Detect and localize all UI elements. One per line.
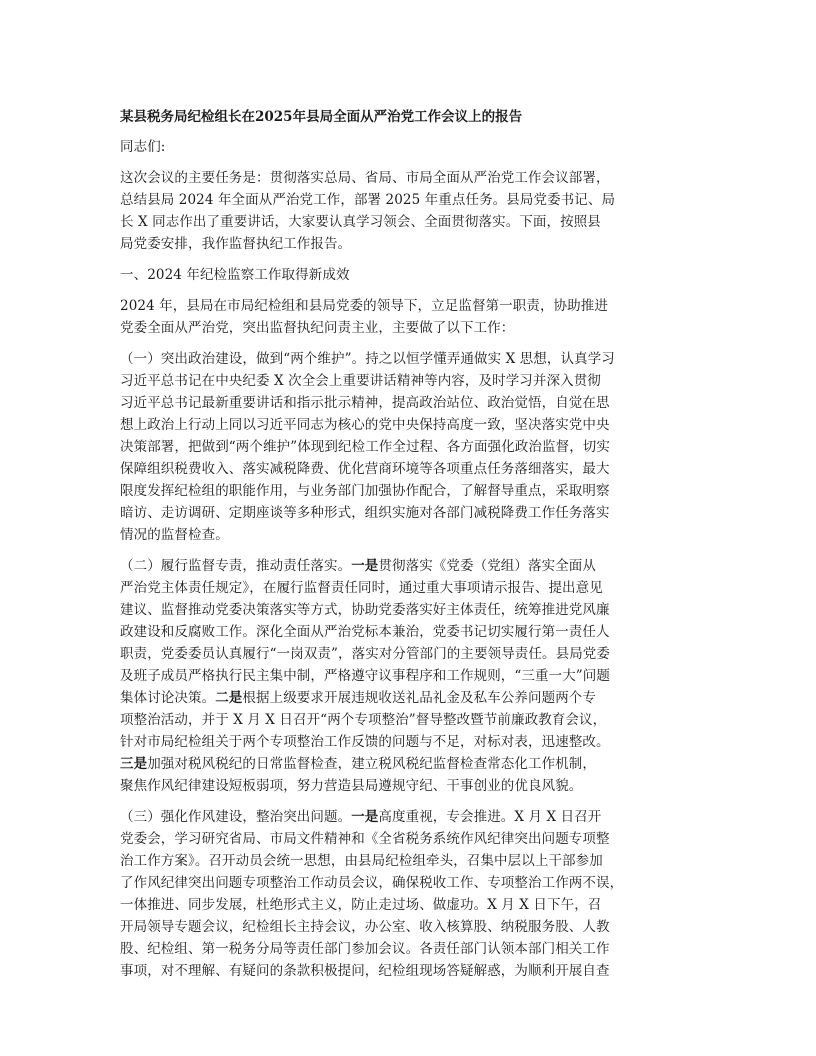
bold-marker: 三是 [120, 756, 148, 772]
document-page [120, 106, 705, 991]
text-line: 想上政治上行动上同以习近平同志为核心的党中央保持高度一致，坚决落实党中央 [120, 417, 610, 433]
text-line: 习近平总书记最新重要讲话和指示批示精神，提高政治站位、政治觉悟，自觉在思 [120, 395, 610, 411]
text-line: 党委会，学习研究省局、市局文件精神和《全省税务系统作风纪律突出问题专项整 [120, 831, 610, 847]
text-run: 高度重视，专会推进。X 月 X 日召开 [378, 809, 602, 825]
intro-paragraph [120, 167, 705, 255]
text-line [120, 687, 705, 709]
text-line: 2024 年，县局在市局纪检组和县局党委的领导下，立足监督第一职责，协助推进 [120, 298, 608, 314]
salutation: 同志们: [120, 139, 166, 155]
text-line: 开局领导专题会议，纪检组长主持会议，办公室、收入核算股、纳税服务股、人教 [120, 919, 610, 935]
text-line: 职责，党委委员认真履行“一岗双责”，落实对分管部门的主要领导责任。县局党委 [120, 646, 611, 662]
document-title: 某县税务局纪检组长在2025年县局全面从严治党工作会议上的报告 [120, 109, 523, 125]
bold-marker: 二是 [215, 690, 243, 706]
text-line: 及班子成员严格执行民主集中制，严格遵守议事程序和工作规则，“三重一大”问题 [120, 668, 611, 684]
text-line: 限度发挥纪检组的职能作用，与业务部门加强协作配合，了解督导重点，采取明察 [120, 483, 610, 499]
text-line: 决策部署，把做到“两个维护”体现到纪检工作全过程、各方面强化政治监督，切实 [120, 439, 611, 455]
text-line: 建议、监督推动党委决策落实等方式，协助党委落实好主体责任，统筹推进党风廉 [120, 602, 610, 618]
bold-marker: 一是 [351, 558, 379, 574]
text-line: 政建设和反腐败工作。深化全面从严治党标本兼治，党委书记切实履行第一责任人 [120, 624, 610, 640]
text-line: 暗访、走访调研、定期座谈等多种形式，组织实施对各部门减税降费工作任务落实 [120, 505, 610, 521]
bold-marker: 一是 [351, 809, 379, 825]
text-line [120, 555, 705, 577]
text-line: 事项，对不理解、有疑问的条款积极提问，纪检组现场答疑解惑，为顺利开展自查 [120, 963, 610, 979]
section-heading: 一、2024 年纪检监察工作取得新成效 [120, 267, 350, 283]
text-line [120, 806, 705, 828]
text-line: 保障组织税费收入、落实减税降费、优化营商环境等各项重点任务落细落实，最大 [120, 461, 610, 477]
text-run: （三）强化作风建设，整治突出问题。 [120, 809, 352, 825]
text-run: 集体讨论决策。 [120, 690, 216, 706]
text-line: 聚焦作风纪律建设短板弱项，努力营造县局遵规守纪、干事创业的优良风貌。 [120, 778, 583, 794]
text-line: 局党委安排，我作监督执纪工作报告。 [120, 236, 352, 252]
text-line: 股、纪检组、第一税务分局等责任部门参加会议。各责任部门认领本部门相关工作 [120, 941, 610, 957]
text-line: （一）突出政治建设，做到“两个维护”。持之以恒学懂弄通做实 X 思想，认真学习 [120, 351, 615, 367]
section-intro-paragraph [120, 295, 705, 339]
item-supervision-duty [120, 555, 705, 797]
text-line: 习近平总书记在中央纪委 X 次全会上重要讲话精神等内容，及时学习并深入贯彻 [120, 373, 601, 389]
text-line: 项整治活动，并于 X 月 X 日召开“两个专项整治”督导整改暨节前廉政教育会议， [120, 712, 607, 728]
text-line: 长 X 同志作出了重要讲话，大家要认真学习领会、全面贯彻落实。下面，按照县 [120, 214, 601, 230]
text-run: 贯彻落实《党委（党组）落实全面从 [378, 558, 597, 574]
text-line: 情况的监督检查。 [120, 527, 229, 543]
text-line: 了作风纪律突出问题专项整治工作动员会议，确保税收工作、专项整治工作两不误， [120, 875, 624, 891]
text-line: 一体推进、同步发展，杜绝形式主义，防止走过场、做虚功。X 月 X 日下午，召 [120, 897, 602, 913]
text-run: 加强对税风税纪的日常监督检查，建立税风税纪监督检查常态化工作机制， [147, 756, 597, 772]
text-line: 严治党主体责任规定》，在履行监督责任同时，通过重大事项请示报告、提出意见 [120, 580, 603, 596]
text-line: 总结县局 2024 年全面从严治党工作，部署 2025 年重点任务。县局党委书记、局 [120, 192, 616, 208]
text-line: 治工作方案》。召开动员会统一思想，由县局纪检组牵头，召集中层以上干部参加 [120, 853, 603, 869]
item-political-building [120, 348, 705, 546]
text-line [120, 753, 705, 775]
text-run: 根据上级要求开展违规收送礼品礼金及私车公养问题两个专 [242, 690, 597, 706]
text-line: 党委全面从严治党，突出监督执纪问责主业，主要做了以下工作： [120, 320, 515, 336]
item-work-style [120, 806, 705, 982]
text-line: 这次会议的主要任务是：贯彻落实总局、省局、市局全面从严治党工作会议部署， [120, 170, 610, 186]
text-run: （二）履行监督专责，推动责任落实。 [120, 558, 352, 574]
text-line: 针对市局纪检组关于两个专项整治工作反馈的问题与不足，对标对表，迅速整改。 [120, 734, 610, 750]
